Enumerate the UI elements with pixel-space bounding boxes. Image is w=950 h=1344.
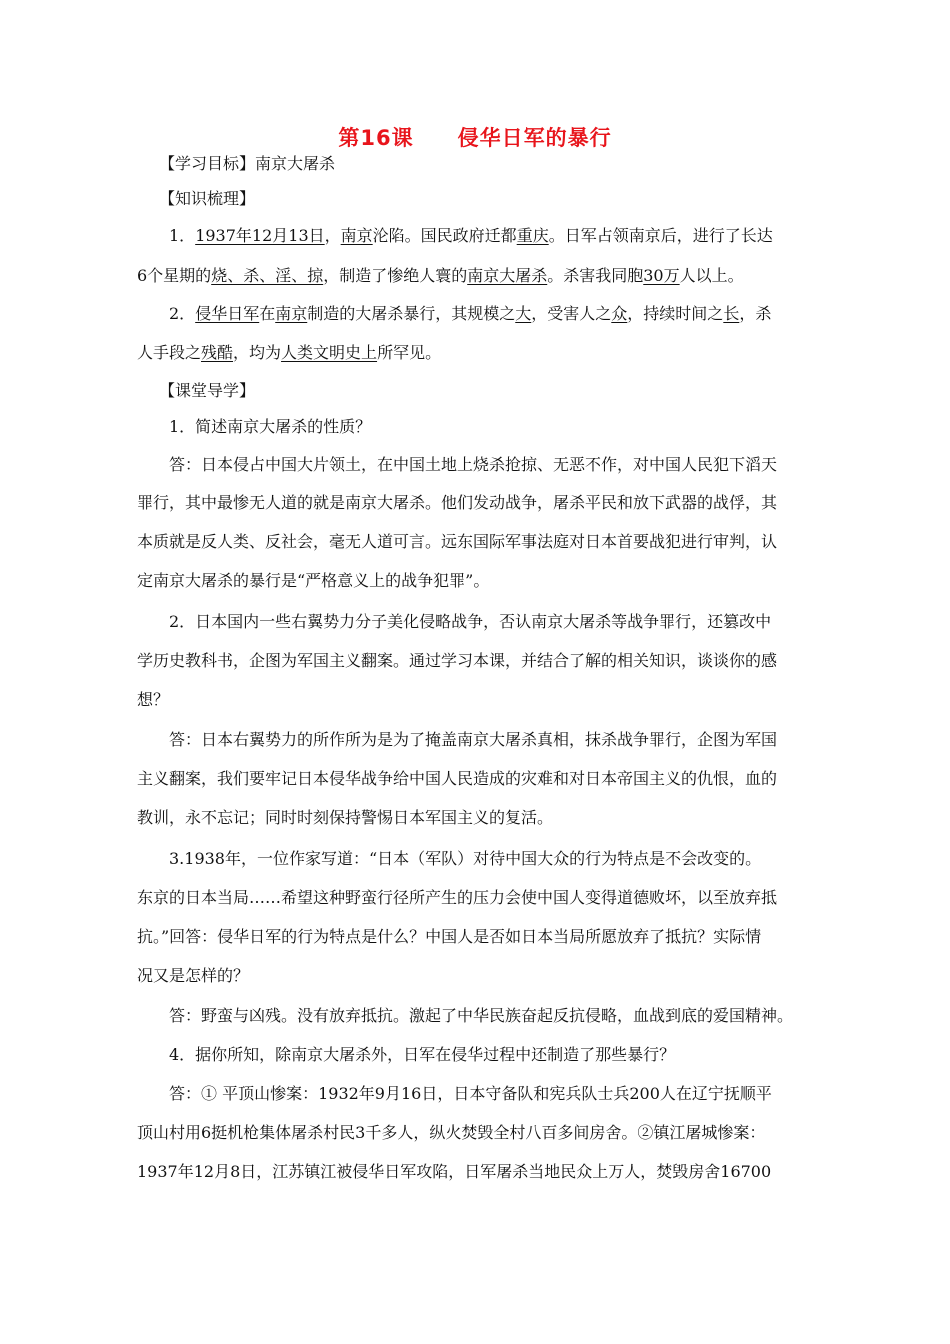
fill-blank-army: 侵华日军 (195, 304, 260, 323)
answer-3: 答：野蛮与凶残。没有放弃抵抗。激起了中华民族奋起反抗侵略，血战到底的爱国精神。 (169, 1006, 794, 1025)
answer-4-line: 答：① 平顶山惨案：1932年9月16日，日本守备队和宪兵队士兵200人在辽宁抚顺平 (169, 1084, 772, 1103)
lesson-title (0, 122, 950, 152)
question-2-line: 学历史教科书，企图为军国主义翻案。通过学习本课，并结合了解的相关知识，谈谈你的感 (137, 651, 778, 670)
answer-4-line: 顶山村用6挺机枪集体屠杀村民3千多人，纵火焚毁全村八百多间房舍。②镇江屠城惨案： (137, 1123, 766, 1142)
text: 。日军占领南京后，进行了长达 (548, 226, 773, 245)
text: ，持续时间之 (627, 304, 724, 323)
question-3-line: 抗。”回答：侵华日军的行为特点是什么？中国人是否如日本当局所愿放弃了抵抗？实际情 (137, 927, 762, 946)
guide-heading: 【课堂导学】 (159, 381, 256, 400)
question-1: 1．简述南京大屠杀的性质？ (169, 417, 372, 436)
learning-objective (159, 152, 335, 176)
answer-4-line: 1937年12月8日，江苏镇江被侵华日军攻陷，日军屠杀当地民众上万人，焚毁房舍16700 (137, 1162, 772, 1181)
text: ，制造了惨绝人寰的 (323, 266, 468, 285)
text: ，受害人之 (531, 304, 612, 323)
fill-blank-city: 南京 (340, 226, 373, 245)
fill-blank-date: 1937年12月13日 (195, 226, 325, 245)
fill-blank-history: 人类文明史上 (281, 343, 378, 362)
question-3-line: 况又是怎样的？ (137, 966, 250, 985)
answer-2-line: 主义翻案，我们要牢记日本侵华战争给中国人民造成的灾难和对日本帝国主义的仇恨，血的 (137, 769, 778, 788)
text: ，杀 (739, 304, 772, 323)
knowledge-heading: 【知识梳理】 (159, 189, 256, 208)
answer-1-line: 定南京大屠杀的暴行是“严格意义上的战争犯罪”。 (137, 571, 490, 590)
lesson-topic: 侵华日军的暴行 (457, 126, 612, 150)
lesson-number: 第16课 (338, 126, 414, 150)
knowledge-item-2-line-2 (137, 341, 441, 365)
fill-blank-count: 30万 (643, 266, 680, 285)
answer-1-line: 答：日本侵占中国大片领土，在中国土地上烧杀抢掠、无恶不作，对中国人民犯下滔天 (169, 455, 778, 474)
question-3-line: 东京的日本当局……希望这种野蛮行径所产生的压力会使中国人变得道德败坏，以至放弃抵 (137, 888, 778, 907)
answer-1-line: 罪行，其中最惨无人道的就是南京大屠杀。他们发动战争，屠杀平民和放下武器的战俘，其 (137, 493, 778, 512)
answer-2-line: 教训，永不忘记；同时时刻保持警惕日本军国主义的复活。 (137, 808, 554, 827)
question-3-line: 3.1938年，一位作家写道：“日本（军队）对待中国大众的行为特点是不会改变的。 (169, 849, 762, 868)
fill-blank-city: 南京 (275, 304, 308, 323)
objective-text: 南京大屠杀 (255, 154, 336, 173)
text: ，均为 (233, 343, 282, 362)
fill-blank-long: 长 (723, 304, 740, 323)
text: 沦陷。国民政府迁都 (372, 226, 517, 245)
item-number: 2． (169, 304, 196, 323)
text: 制造的大屠杀暴行，其规模之 (307, 304, 516, 323)
text: 人手段之 (137, 343, 202, 362)
fill-blank-big: 大 (515, 304, 532, 323)
knowledge-item-2-line-1 (169, 302, 771, 326)
text: 6个星期的 (137, 266, 212, 285)
answer-1-line: 本质就是反人类、反社会，毫无人道可言。远东国际军事法庭对日本首要战犯进行审判，认 (137, 532, 778, 551)
question-2-line: 2．日本国内一些右翼势力分子美化侵略战争，否认南京大屠杀等战争罪行，还篡改中 (169, 612, 772, 631)
fill-blank-acts: 烧、杀、淫、掠 (211, 266, 324, 285)
knowledge-item-1-line-2 (137, 264, 744, 288)
text: 在 (259, 304, 276, 323)
knowledge-item-1-line-1 (169, 224, 773, 248)
objective-label: 【学习目标】 (159, 154, 256, 173)
text: 。杀害我同胞 (547, 266, 644, 285)
text: 所罕见。 (377, 343, 442, 362)
text: 人以上。 (679, 266, 744, 285)
fill-blank-cruel: 残酷 (201, 343, 234, 362)
fill-blank-many: 众 (611, 304, 628, 323)
answer-2-line: 答：日本右翼势力的所作所为是为了掩盖南京大屠杀真相，抹杀战争罪行，企图为军国 (169, 730, 778, 749)
question-4: 4．据你所知，除南京大屠杀外，日军在侵华过程中还制造了那些暴行？ (169, 1045, 676, 1064)
fill-blank-massacre: 南京大屠杀 (467, 266, 548, 285)
question-2-line: 想？ (137, 690, 170, 709)
fill-blank-capital: 重庆 (516, 226, 549, 245)
item-number: 1． (169, 226, 196, 245)
text: ， (324, 226, 341, 245)
